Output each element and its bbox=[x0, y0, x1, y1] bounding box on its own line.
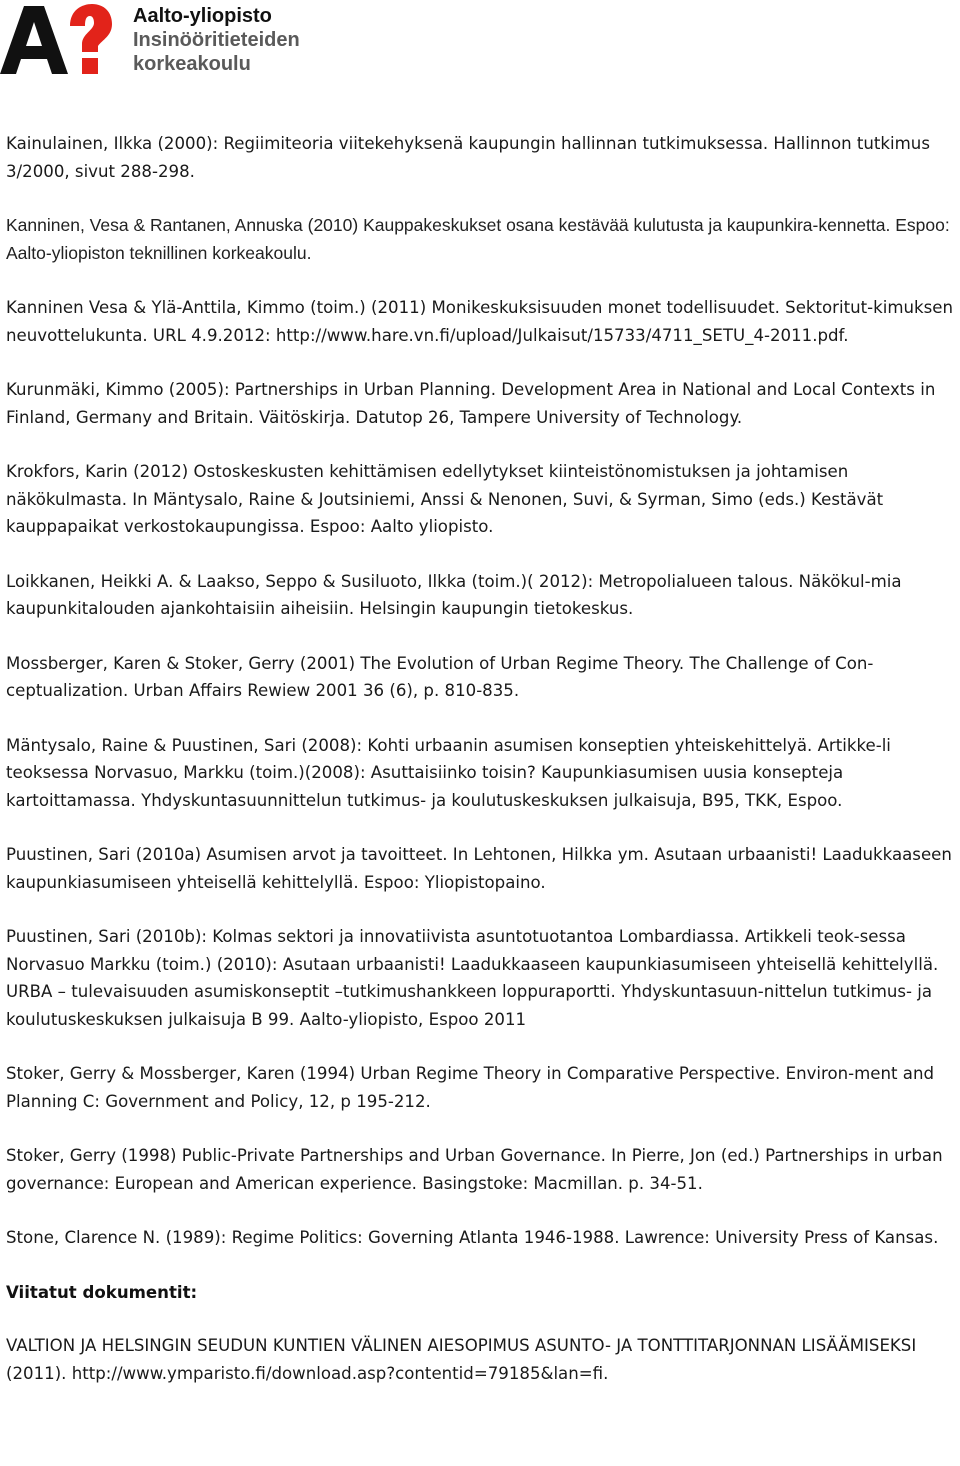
reference-item: Krokfors, Karin (2012) Ostoskeskusten kehittämisen edellytykset kiinteistönomistuksen ja johtamisen näkökulmasta. In Mäntysalo, Raine & Joutsiniemi, Anssi & Nenonen, Suvi, & Syrman, Simo (eds.) Kestävät kauppapaikat verkostokaupungissa. Espoo: Aalto yliopisto. bbox=[6, 462, 884, 536]
logo-line-3: korkeakoulu bbox=[133, 53, 251, 75]
aalto-logo-icon bbox=[0, 4, 112, 74]
page-header bbox=[0, 0, 400, 80]
reference-list bbox=[6, 130, 956, 1414]
reference-item: Kanninen, Vesa & Rantanen, Annuska (2010) Kauppakeskukset osana kestävää kulutusta ja kaupunkira-kennetta. Espoo: Aalto-yliopiston teknillinen korkeakoulu. bbox=[6, 215, 950, 263]
logo-line-1: Aalto-yliopisto bbox=[133, 5, 272, 27]
reference-item: Mäntysalo, Raine & Puustinen, Sari (2008): Kohti urbaanin asumisen konseptien yhteiskehittelyä. Artikke-li teoksessa Norvasuo, Markku (toim.)(2008): Asuttaisiinko toisin? Kaupunkiasumisen uusia konsepteja kartoittamassa. Yhdyskuntasuunnittelun tutkimus- ja koulutuskeskuksen julkaisuja, B95, TKK, Espoo. bbox=[6, 735, 891, 810]
reference-item: Stoker, Gerry & Mossberger, Karen (1994) Urban Regime Theory in Comparative Perspective. Environ-ment and Planning C: Government and Policy, 12, p 195-212. bbox=[6, 1064, 935, 1111]
reference-item: Puustinen, Sari (2010b): Kolmas sektori ja innovatiivista asuntotuotantoa Lombardiassa. Artikkeli teok-sessa Norvasuo Markku (toim.) (2010): Asutaan urbaanisti! Laadukkaaseen kaupunkiasumiseen yhteisellä kehittelyllä. URBA – tulevaisuuden asumiskonseptit –tutkimushankkeen loppuraportti. Yhdyskuntasuun-nittelun tutkimus- ja koulutuskeskuksen julkaisuja B 99. Aalto-yliopisto, Espoo 2011 bbox=[6, 927, 939, 1029]
cited-document-item: VALTION JA HELSINGIN SEUDUN KUNTIEN VÄLINEN AIESOPIMUS ASUNTO- JA TONTTITARJONNAN LISÄÄMISEKSI (2011). http://www.ymparisto.fi/download.asp?contentid=79185&lan=fi. bbox=[6, 1336, 917, 1383]
logo-wordmark bbox=[133, 4, 300, 76]
reference-item: Kurunmäki, Kimmo (2005): Partnerships in Urban Planning. Development Area in National and Local Contexts in Finland, Germany and Britain. Väitöskirja. Datutop 26, Tampere University of Technology. bbox=[6, 380, 936, 427]
reference-item: Kainulainen, Ilkka (2000): Regiimiteoria viitekehyksenä kaupungin hallinnan tutkimuksessa. Hallinnon tutkimus 3/2000, sivut 288-298. bbox=[6, 134, 930, 181]
reference-item: Stoker, Gerry (1998) Public-Private Partnerships and Urban Governance. In Pierre, Jon (ed.) Partnerships in urban governance: European and American experience. Basingstoke: Macmillan. p. 34-51. bbox=[6, 1146, 943, 1193]
cited-documents-heading: Viitatut dokumentit: bbox=[6, 1282, 198, 1302]
reference-item: Stone, Clarence N. (1989): Regime Politics: Governing Atlanta 1946-1988. Lawrence: University Press of Kansas. bbox=[6, 1228, 939, 1247]
reference-item: Mossberger, Karen & Stoker, Gerry (2001) The Evolution of Urban Regime Theory. The Challenge of Con-ceptualization. Urban Affairs Rewiew 2001 36 (6), p. 810-835. bbox=[6, 653, 874, 700]
logo-line-2: Insinööritieteiden bbox=[133, 29, 300, 51]
reference-item: Loikkanen, Heikki A. & Laakso, Seppo & Susiluoto, Ilkka (toim.)( 2012): Metropolialueen talous. Näkökul-mia kaupunkitalouden ajankohtaisiin aiheisiin. Helsingin kaupungin tietokeskus. bbox=[6, 571, 902, 618]
reference-item: Puustinen, Sari (2010a) Asumisen arvot ja tavoitteet. In Lehtonen, Hilkka ym. Asutaan urbaanisti! Laadukkaaseen kaupunkiasumiseen yhteisellä kehittelyllä. Espoo: Yliopistopaino. bbox=[6, 845, 952, 892]
reference-item: Kanninen Vesa & Ylä-Anttila, Kimmo (toim.) (2011) Monikeskuksisuuden monet todellisuudet. Sektoritut-kimuksen neuvottelukunta. URL 4.9.2012: http://www.hare.vn.fi/upload/Julkaisut/15733/4711_SETU_4-2011.pdf. bbox=[6, 298, 954, 345]
